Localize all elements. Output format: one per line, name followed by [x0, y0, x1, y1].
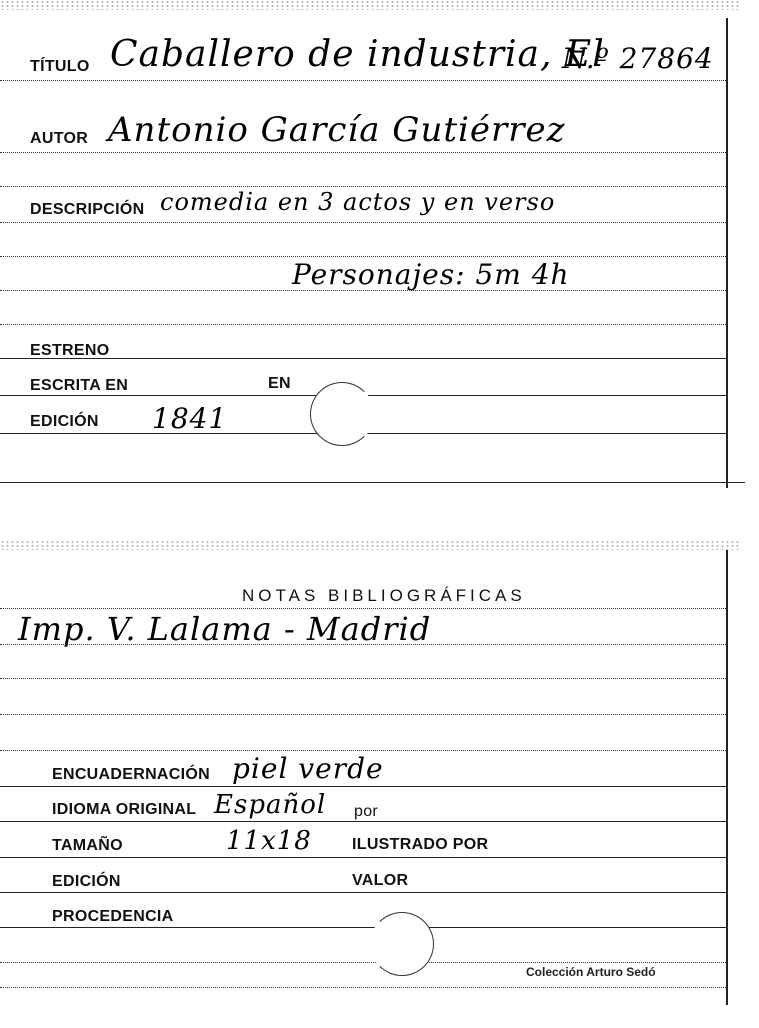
estreno-label: ESTRENO: [30, 342, 110, 359]
card-bottom-line: [0, 987, 726, 988]
edicion-handwritten: 1841: [152, 402, 228, 435]
blank-line-1: [0, 186, 726, 187]
edicion-line-2: [0, 892, 726, 893]
blank-line-5: [0, 644, 726, 645]
encuadernacion-handwritten: piel verde: [232, 752, 384, 785]
blank-line-4: [0, 324, 726, 325]
card-bottom-edge: [0, 482, 745, 483]
idioma-handwritten: Español: [214, 790, 327, 820]
descripcion-label: DESCRIPCIÓN: [30, 201, 145, 218]
idioma-label: IDIOMA ORIGINAL: [52, 801, 197, 818]
idioma-line: [0, 821, 726, 822]
notas-heading: NOTAS BIBLIOGRÁFICAS: [242, 586, 526, 605]
blank-line-8: [0, 750, 726, 751]
edicion-label-2: EDICIÓN: [52, 873, 121, 890]
edicion-label: EDICIÓN: [30, 413, 99, 430]
card-torn-edge: [0, 0, 740, 10]
blank-line-2: [0, 256, 726, 257]
encuadernacion-label: ENCUADERNACIÓN: [52, 766, 210, 783]
ilustrado-por-label: ILUSTRADO POR: [352, 836, 489, 853]
catalog-card-back: [0, 540, 740, 1010]
procedencia-line: [0, 927, 726, 928]
encuadernacion-line: [0, 786, 726, 787]
autor-label: AUTOR: [30, 130, 89, 147]
card-right-border: [726, 18, 728, 488]
por-label: por: [354, 803, 379, 820]
valor-label: VALOR: [352, 872, 409, 889]
punch-hole-2: [370, 912, 434, 976]
tamano-handwritten: 11x18: [226, 826, 312, 856]
personajes-handwritten: Personajes: 5m 4h: [292, 258, 570, 291]
tamano-line: [0, 857, 726, 858]
tamano-label: TAMAÑO: [52, 837, 123, 854]
estreno-line: [0, 358, 726, 359]
titulo-label: TÍTULO: [30, 58, 90, 75]
titulo-line: [0, 80, 726, 81]
escrita-en-label: ESCRITA EN: [30, 377, 129, 394]
blank-line-9: [0, 962, 726, 963]
punch-hole: [310, 382, 374, 446]
catalog-card-front: [0, 0, 740, 492]
procedencia-label: PROCEDENCIA: [52, 908, 174, 925]
autor-handwritten: Antonio García Gutiérrez: [108, 110, 566, 150]
page-bottom-edge: [0, 1012, 759, 1015]
autor-line: [0, 152, 726, 153]
titulo-handwritten: Caballero de industria, El: [110, 34, 605, 75]
blank-line-7: [0, 714, 726, 715]
imprenta-handwritten: Imp. V. Lalama - Madrid: [18, 610, 432, 648]
catalog-number-handwritten: N.º 27864: [562, 42, 714, 75]
blank-line-6: [0, 678, 726, 679]
card-right-border-2: [726, 550, 728, 1005]
collection-credit: Colección Arturo Sedó: [526, 965, 656, 979]
heading-line: [0, 608, 726, 609]
en-label: EN: [268, 375, 291, 392]
descripcion-handwritten: comedia en 3 actos y en verso: [160, 188, 556, 216]
blank-line-3: [0, 290, 726, 291]
descripcion-line: [0, 222, 726, 223]
card-torn-edge-2: [0, 540, 740, 550]
